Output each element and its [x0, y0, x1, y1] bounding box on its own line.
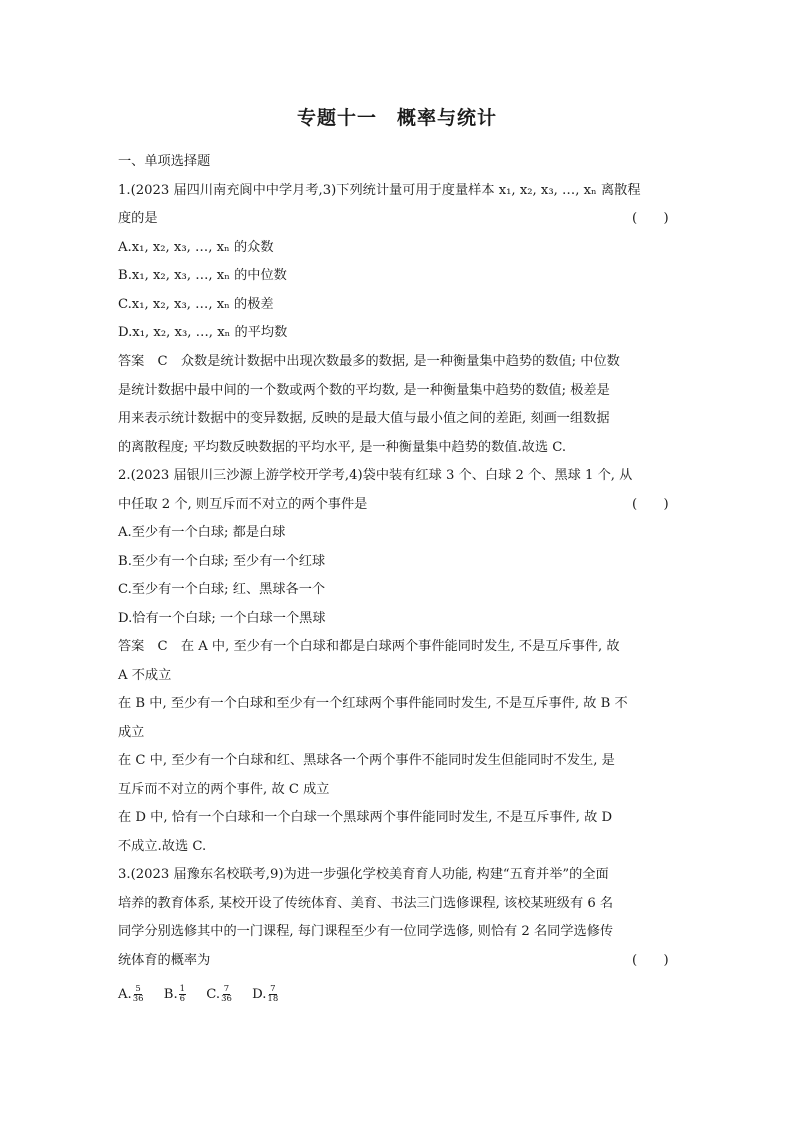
q1-answer-line: 答案 C 众数是统计数据中出现次数最多的数据, 是一种衡量集中趋势的数值; 中位数	[118, 354, 620, 369]
fraction: $\frac{7}{36}$	[221, 984, 232, 1004]
q1-stem-line1: 1.(2023 届四川南充阆中中学月考,3)下列统计量可用于度量样本 x₁, x₂, x₃, …, xₙ 离散程	[118, 183, 641, 198]
q2-option-b: B.至少有一个白球; 至少有一个红球	[118, 554, 326, 569]
q3-option-a: A. $\frac{5}{36}$	[118, 984, 144, 1004]
q1-option-d: D.x₁, x₂, x₃, …, xₙ 的平均数	[118, 325, 288, 340]
q2-answer-line: 互斥而不对立的两个事件, 故 C 成立	[118, 782, 330, 797]
q3-option-c: C. $\frac{7}{36}$	[206, 984, 232, 1004]
q2-option-a: A.至少有一个白球; 都是白球	[118, 525, 286, 540]
q2-answer-line: 在 C 中, 至少有一个白球和红、黑球各一个两个事件不能同时发生但能同时不发生, 是	[118, 753, 615, 768]
q1-answer-line: 是统计数据中最中间的一个数或两个数的平均数, 是一种衡量集中趋势的数值; 极差是	[118, 383, 610, 398]
q2-answer-blank: ( )	[632, 497, 669, 512]
q2-option-c: C.至少有一个白球; 红、黑球各一个	[118, 582, 326, 597]
page-title: 专题十一 概率与统计	[296, 107, 497, 129]
q1-answer-line: 的离散程度; 平均数反映数据的平均水平, 是一种衡量集中趋势的数值.故选 C.	[118, 440, 567, 455]
q3-options	[118, 985, 294, 1004]
q1-answer-blank: ( )	[632, 211, 669, 226]
q3-option-b: B. $\frac{1}{6}$	[163, 984, 186, 1004]
q3-answer-blank: ( )	[632, 953, 669, 968]
fraction: $\frac{1}{6}$	[179, 984, 186, 1004]
q2-option-d: D.恰有一个白球; 一个白球一个黑球	[118, 611, 326, 626]
q3-stem-line: 培养的教育体系, 某校开设了传统体育、美育、书法三门选修课程, 该校某班级有 6 名	[118, 896, 614, 911]
q2-answer-line: 不成立.故选 C.	[118, 839, 207, 854]
q3-option-d: D. $\frac{7}{18}$	[252, 984, 279, 1004]
q2-answer-line: A 不成立	[118, 668, 172, 683]
q2-answer-line: 在 B 中, 至少有一个白球和至少有一个红球两个事件能同时发生, 不是互斥事件, 故 B 不	[118, 696, 628, 711]
q1-answer-line: 用来表示统计数据中的变异数据, 反映的是最大值与最小值之间的差距, 刻画一组数据	[118, 411, 610, 426]
fraction: $\frac{5}{36}$	[132, 984, 144, 1004]
q1-option-c: C.x₁, x₂, x₃, …, xₙ 的极差	[118, 297, 274, 312]
q2-answer-line: 成立	[118, 725, 145, 740]
fraction: $\frac{7}{18}$	[267, 984, 279, 1004]
q2-answer-line: 在 D 中, 恰有一个白球和一个白球一个黑球两个事件能同时发生, 不是互斥事件, 故 D	[118, 810, 613, 825]
q1-stem-line2: 度的是	[118, 211, 158, 226]
q2-stem-line1: 2.(2023 届银川三沙源上游学校开学考,4)袋中装有红球 3 个、白球 2 个、黑球 1 个, 从	[118, 468, 633, 483]
q3-stem-line: 同学分别选修其中的一门课程, 每门课程至少有一位同学选修, 则恰有 2 名同学选修传	[118, 924, 614, 939]
q1-option-a: A.x₁, x₂, x₃, …, xₙ 的众数	[118, 240, 274, 255]
section-heading: 一、单项选择题	[118, 154, 211, 169]
q3-stem-line: 统体育的概率为	[118, 953, 211, 968]
q3-stem-line: 3.(2023 届豫东名校联考,9)为进一步强化学校美育育人功能, 构建“五育并举”的全面	[118, 867, 609, 882]
q1-option-b: B.x₁, x₂, x₃, …, xₙ 的中位数	[118, 268, 287, 283]
q2-answer-line: 答案 C 在 A 中, 至少有一个白球和都是白球两个事件能同时发生, 不是互斥事件, 故	[118, 639, 620, 654]
q2-stem-line2: 中任取 2 个, 则互斥而不对立的两个事件是	[118, 497, 368, 512]
